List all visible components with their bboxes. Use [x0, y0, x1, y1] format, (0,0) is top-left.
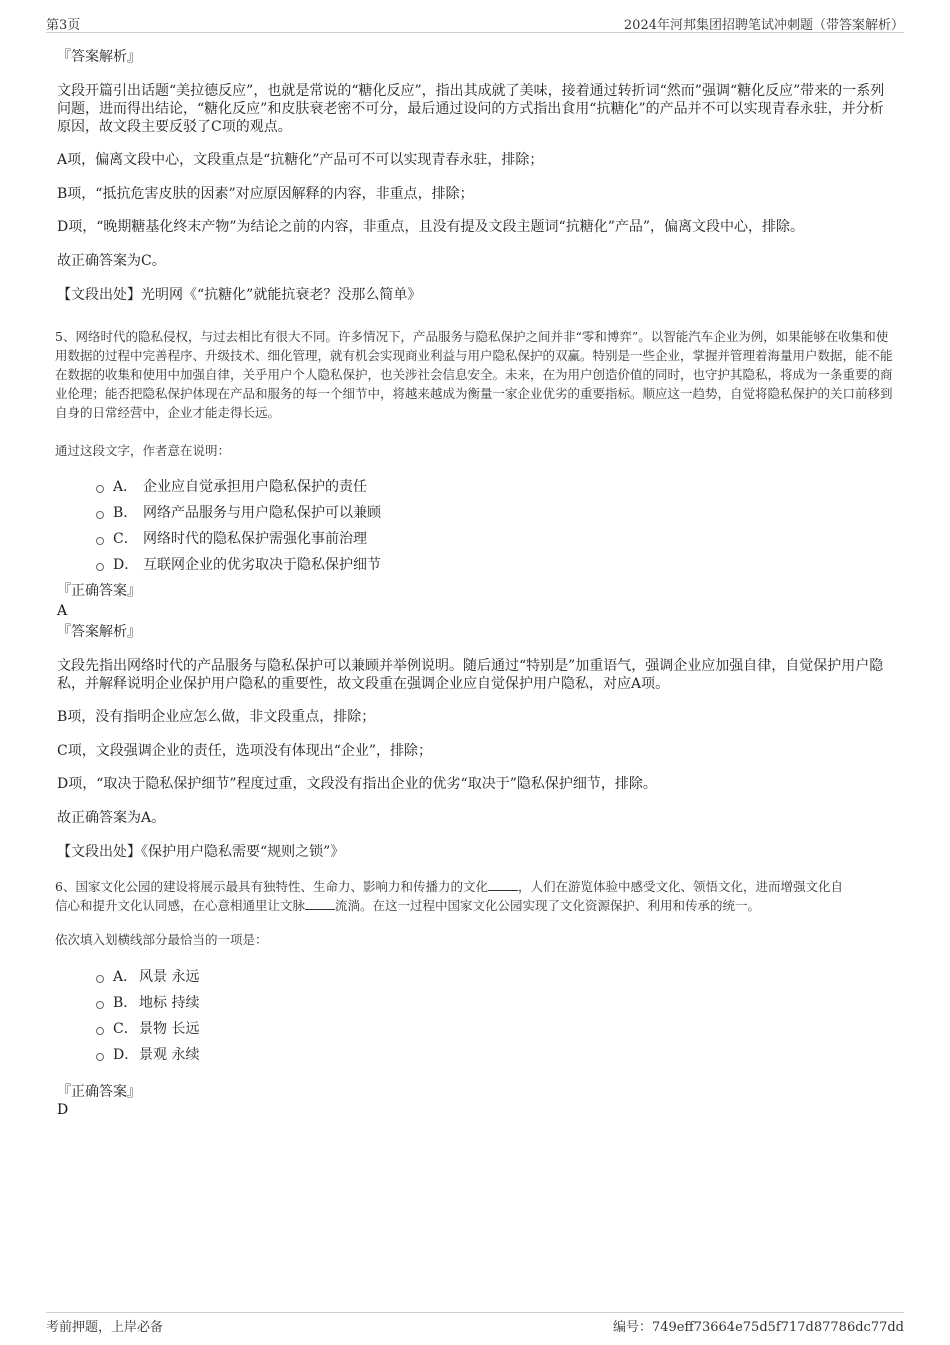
q6-stem-part2: ，人们在游览体验中感受文化、领悟文化，进而增强文化自: [517, 879, 843, 894]
document-title: 2024年河邦集团招聘笔试冲刺题（带答案解析）: [623, 18, 904, 33]
option-text: 地标 持续: [139, 995, 200, 1011]
option-text: 互联网企业的优劣取决于隐私保护细节: [143, 557, 381, 573]
q4-analysis-label: 『答案解析』: [57, 49, 141, 65]
radio-button-icon[interactable]: [96, 485, 104, 493]
document-code: 编号：749eff73664e75d5f717d87786dc77dd: [612, 1320, 904, 1335]
q5-conclusion: 故正确答案为A。: [57, 810, 166, 826]
option-letter: A．: [113, 479, 138, 495]
q6-answer: D: [57, 1102, 69, 1118]
q5-option-b[interactable]: [96, 499, 381, 525]
option-text: 网络产品服务与用户隐私保护可以兼顾: [143, 505, 381, 521]
q4-line-d: D项，“晚期糖基化终末产物”为结论之前的内容，非重点，且没有提及文段主题词“抗糖化”产品”，偏离文段中心，排除。: [57, 219, 805, 235]
q4-analysis-paragraph: 文段开篇引出话题“美拉德反应”，也就是常说的“糖化反应”，指出其成就了美味，接着通过转折词“然而”强调“糖化反应”带来的一系列问题，进而得出结论，“糖化反应”和皮肤衰老密不可分，最后通过设问的方式指出食用“抗糖化”的产品并不可以实现青春永驻，并分析原因，故文段主要反驳了C项的观点。: [57, 83, 885, 135]
q5-stem: 5、网络时代的隐私侵权，与过去相比有很大不同。许多情况下，产品服务与隐私保护之间并非“零和博弈”。以智能汽车企业为例，如果能够在收集和使用数据的过程中完善程序、升级技术、细化管理，就有机会实现商业利益与用户隐私保护的双赢。特别是一些企业，掌握并管理着海量用户数据，能不能在数据的收集和使用中加强自律，关乎用户个人隐私保护，也关涉社会信息安全。未来，在为用户创造价值的同时，也守护其隐私，将成为一条重要的商业伦理；能否把隐私保护体现在产品和服务的每一个细节中，将越来越成为衡量一家企业优劣的重要指标。顺应这一趋势，自觉将隐私保护的关口前移到自身的日常经营中，企业才能走得长远。: [55, 329, 893, 420]
radio-button-icon[interactable]: [96, 1001, 104, 1009]
option-text: 风景 永远: [139, 969, 200, 985]
option-letter: B．: [113, 505, 138, 521]
q6-option-c[interactable]: [96, 1015, 199, 1041]
q5-analysis-label: 『答案解析』: [57, 624, 141, 640]
q6-instruction: 依次填入划横线部分最恰当的一项是：: [55, 932, 268, 947]
option-letter: D．: [113, 557, 139, 573]
q4-line-a: A项，偏离文段中心，文段重点是“抗糖化”产品可不可以实现青春永驻，排除；: [57, 152, 544, 168]
page-number: 第3页: [46, 18, 81, 33]
q5-option-a[interactable]: [96, 473, 381, 499]
page-header: [46, 12, 904, 33]
q5-instruction: 通过这段文字，作者意在说明：: [55, 443, 231, 458]
q5-options: [96, 473, 381, 577]
q5-answer-label: 『正确答案』: [57, 583, 141, 599]
q5-line-c: C项，文段强调企业的责任，选项没有体现出“企业”，排除；: [57, 743, 433, 759]
option-letter: C．: [113, 1021, 138, 1037]
page-footer: [46, 1312, 904, 1339]
q6-stem-part3: 信心和提升文化认同感，在心意相通里让文脉: [55, 898, 306, 913]
option-letter: D．: [113, 1047, 139, 1063]
blank-line-1: [488, 879, 518, 891]
q5-option-d[interactable]: [96, 551, 381, 577]
blank-line-2: [305, 898, 335, 910]
q6-answer-label: 『正确答案』: [57, 1084, 141, 1100]
q6-option-d[interactable]: [96, 1041, 199, 1067]
q4-line-b: B项，“抵抗危害皮肤的因素”对应原因解释的内容，非重点，排除；: [57, 186, 474, 202]
radio-button-icon[interactable]: [96, 975, 104, 983]
q4-source: 【文段出处】光明网《“抗糖化”就能抗衰老？没那么简单》: [57, 287, 422, 303]
option-text: 企业应自觉承担用户隐私保护的责任: [143, 479, 367, 495]
q5-line-b: B项，没有指明企业应怎么做，非文段重点，排除；: [57, 709, 376, 725]
q5-analysis-paragraph: 文段先指出网络时代的产品服务与隐私保护可以兼顾并举例说明。随后通过“特别是”加重语气，强调企业应加强自律，自觉保护用户隐私，并解释说明企业保护用户隐私的重要性，故文段重在强调企业应自觉保护用户隐私，对应A项。: [57, 658, 884, 692]
q4-conclusion: 故正确答案为C。: [57, 253, 166, 269]
option-text: 景观 永续: [139, 1047, 200, 1063]
q5-option-c[interactable]: [96, 525, 381, 551]
q6-option-b[interactable]: [96, 989, 199, 1015]
q6-stem: [55, 877, 900, 915]
option-letter: C．: [113, 531, 138, 547]
radio-button-icon[interactable]: [96, 1027, 104, 1035]
option-letter: B．: [113, 995, 138, 1011]
option-letter: A．: [113, 969, 138, 985]
option-text: 景物 长远: [139, 1021, 200, 1037]
q6-option-a[interactable]: [96, 963, 199, 989]
q5-answer: A: [57, 603, 68, 619]
q5-line-d: D项，“取决于隐私保护细节”程度过重，文段没有指出企业的优劣“取决于”隐私保护细节，排除。: [57, 776, 657, 792]
q5-source: 【文段出处】《保护用户隐私需要“规则之锁”》: [57, 844, 345, 860]
option-text: 网络时代的隐私保护需强化事前治理: [143, 531, 367, 547]
q6-options: [96, 963, 199, 1067]
q6-stem-part1: 6、国家文化公园的建设将展示最具有独特性、生命力、影响力和传播力的文化: [55, 879, 488, 894]
radio-button-icon[interactable]: [96, 1053, 104, 1061]
q6-stem-part4: 流淌。在这一过程中国家文化公园实现了文化资源保护、利用和传承的统一。: [335, 898, 761, 913]
radio-button-icon[interactable]: [96, 563, 104, 571]
radio-button-icon[interactable]: [96, 511, 104, 519]
radio-button-icon[interactable]: [96, 537, 104, 545]
footer-slogan: 考前押题，上岸必备: [46, 1320, 164, 1335]
